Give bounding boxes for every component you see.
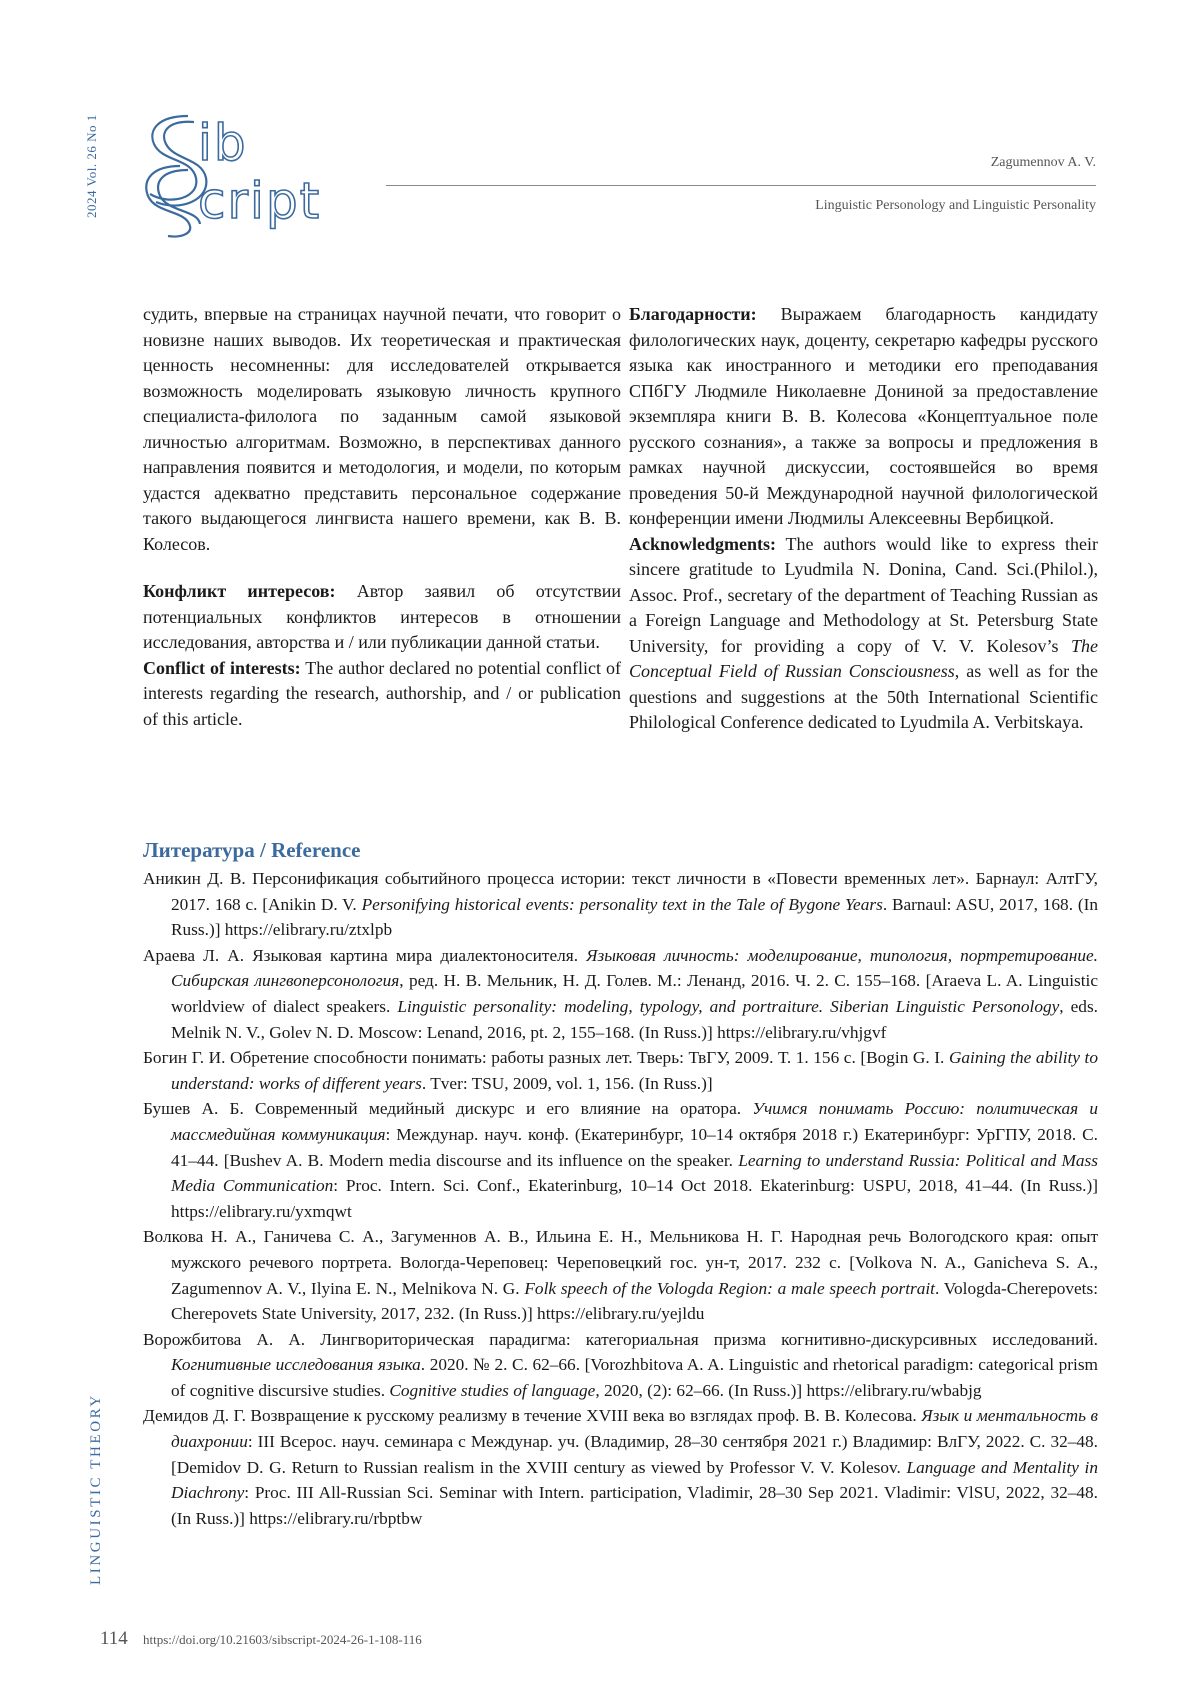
- conflict-en-paragraph: [143, 656, 621, 733]
- ack-en-paragraph: [629, 532, 1098, 736]
- conflict-ru-label: Конфликт интересов:: [143, 581, 336, 601]
- ack-en-text-1: The authors would like to express their sincere gratitude to Lyudmila N. Donina, Cand. Sci.(Philol.), Assoc. Prof., secretary of the department of Teaching Russian as a Foreign Language and Methodology at St. Petersburg State University, for providing a copy of V. V. Kolesov’s: [629, 533, 1098, 656]
- journal-logo: [140, 108, 370, 238]
- reference-item: Аникин Д. В. Персонификация событийного процесса истории: текст личности в «Повести временных лет». Барнаул: АлтГУ, 2017. 168 с. [Anikin D. V. Personifying historical events: personality text in the Tale of Bygone Years. Barnaul: ASU, 2017, 168. (In Russ.)] https://elibrary.ru/ztxlpb: [143, 869, 1098, 940]
- conclusion-paragraph: судить, впервые на страницах научной печати, что говорит о новизне наших выводов. Их теоретическая и практическая ценность несомненны: для исследователей открывается возможность моделировать языковую личность крупного специалиста-филолога по заданным самой языковой личностью алгоритмам. Возможно, в перспективах данного направления появится и методология, и модели, по которым удастся адекватно представить персональное содержание такого выдающегося лингвиста нашего времени, как В. В. Колесов.: [143, 304, 621, 554]
- doi-link[interactable]: https://doi.org/10.21603/sibscript-2024-26-1-108-116: [143, 1632, 422, 1647]
- header-author: Zagumennov A. V.: [990, 155, 1096, 170]
- svg-text:ib: ib: [198, 114, 248, 172]
- ack-ru-label: Благодарности:: [629, 304, 757, 324]
- ack-ru-paragraph: [629, 302, 1098, 532]
- section-label: LINGUISTIC THEORY: [88, 1393, 104, 1585]
- reference-item: Ворожбитова А. А. Лингвориторическая парадигма: категориальная призма когнитивно-дискурсивных исследований. Когнитивные исследования языка. 2020. № 2. С. 62–66. [Vorozhbitova A. A. Linguistic and rhetorical paradigm: categorical prism of cognitive discursive studies. Cognitive studies of language, 2020, (2): 62–66. (In Russ.)] https://elibrary.ru/wbabjg: [143, 1329, 1098, 1400]
- conflict-en-text: The author declared no potential conflict of interests regarding the research, authorship, and / or publication of this article.: [143, 657, 621, 729]
- reference-item: Демидов Д. Г. Возвращение к русскому реализму в течение XVIII века во взглядах проф. В. В. Колесова. Язык и ментальность в диахронии: III Всерос. науч. семинара с Междунар. уч. (Владимир, 28–30 сентября 2021 г.) Владимир: ВлГУ, 2022. С. 32–48. [Demidov D. G. Return to Russian realism in the XVIII century as viewed by Professor V. V. Kolesov. Language and Mentality in Diachrony: Proc. III All-Russian Sci. Seminar with Intern. participation, Vladimir, 28–30 Sep 2021. Vladimir: VlSU, 2022, 32–48. (In Russ.)] https://elibrary.ru/rbptbw: [143, 1406, 1098, 1528]
- references-list: [143, 866, 1098, 1531]
- reference-item: Волкова Н. А., Ганичева С. А., Загуменнов А. В., Ильина Е. Н., Мельникова Н. Г. Народная речь Вологодского края: опыт мужского речевого портрета. Вологда-Череповец: Череповецкий гос. ун-т, 2017. 232 с. [Volkova N. A., Ganicheva S. A., Zagumennov A. V., Ilyina E. N., Melnikova N. G. Folk speech of the Vologda Region: a male speech portrait. Vologda-Cherepovets: Cherepovets State University, 2017, 232. (In Russ.)] https://elibrary.ru/yejldu: [143, 1227, 1098, 1324]
- header-divider: [386, 185, 1096, 186]
- ack-en-text-2: , as well as for the questions and suggestions at the 50th International Scientific Philological Conference dedicated to Lyudmila A. Verbitskaya.: [629, 661, 1099, 732]
- page-number: 114: [100, 1628, 128, 1649]
- ack-en-label: Acknowledgments:: [629, 533, 776, 554]
- header-article-title: Linguistic Personology and Linguistic Personality: [815, 198, 1096, 213]
- references-heading: Литература / Reference: [143, 838, 361, 862]
- conflict-en-label: Conflict of interests:: [143, 657, 301, 678]
- reference-item: Бушев А. Б. Современный медийный дискурс и его влияние на оратора. Учимся понимать Россию: политическая и массмедийная коммуникация: Междунар. науч. конф. (Екатеринбург, 10–14 октября 2018 г.) Екатеринбург: УрГПУ, 2018. С. 41–44. [Bushev A. B. Modern media discourse and its influence on the speaker. Learning to understand Russia: Political and Mass Media Communication: Proc. Intern. Sci. Conf., Ekaterinburg, 10–14 Oct 2018. Ekaterinburg: USPU, 2018, 41–44. (In Russ.)] https://elibrary.ru/yxmqwt: [143, 1099, 1099, 1221]
- conflict-ru-paragraph: [143, 579, 621, 656]
- ack-en-book-title: The Conceptual Field of Russian Consciousness: [629, 635, 1098, 681]
- ack-ru-text: Выражаем благодарность кандидату филологических наук, доценту, секретарю кафедры русского языка как иностранного и методики его преподавания СПбГУ Людмиле Николаевне Дониной за предоставление экземпляра книги В. В. Колесова «Концептуальное поле русского сознания», а также за вопросы и предложения в рамках научной дискуссии, состоявшейся во время проведения 50-й Международной научной филологической конференции имени Людмилы Алексеевны Вербицкой.: [629, 304, 1098, 528]
- conflict-ru-text: Автор заявил об отсутствии потенциальных конфликтов интересов в отношении исследования, авторства и / или публикации данной статьи.: [143, 581, 621, 652]
- svg-text:cript: cript: [198, 172, 322, 230]
- journal-volume-label: 2024 Vol. 26 No 1: [84, 114, 99, 218]
- reference-item: Богин Г. И. Обретение способности понимать: работы разных лет. Тверь: ТвГУ, 2009. Т. 1. 156 с. [Bogin G. I. Gaining the ability to understand: works of different years. Tver: TSU, 2009, vol. 1, 156. (In Russ.)]: [143, 1048, 1099, 1093]
- reference-item: Араева Л. А. Языковая картина мира диалектоносителя. Языковая личность: моделирование, типология, портретирование. Сибирская лингвоперсонология, ред. Н. В. Мельник, Н. Д. Голев. М.: Ленанд, 2016. Ч. 2. С. 155–168. [Araeva L. A. Linguistic worldview of dialect speakers. Linguistic personality: modeling, typology, and portraiture. Siberian Linguistic Personology, eds. Melnik N. V., Golev N. D. Moscow: Lenand, 2016, pt. 2, 155–168. (In Russ.)] https://elibrary.ru/vhjgvf: [143, 945, 1098, 1042]
- right-column: [629, 302, 1098, 736]
- left-column: [143, 302, 621, 732]
